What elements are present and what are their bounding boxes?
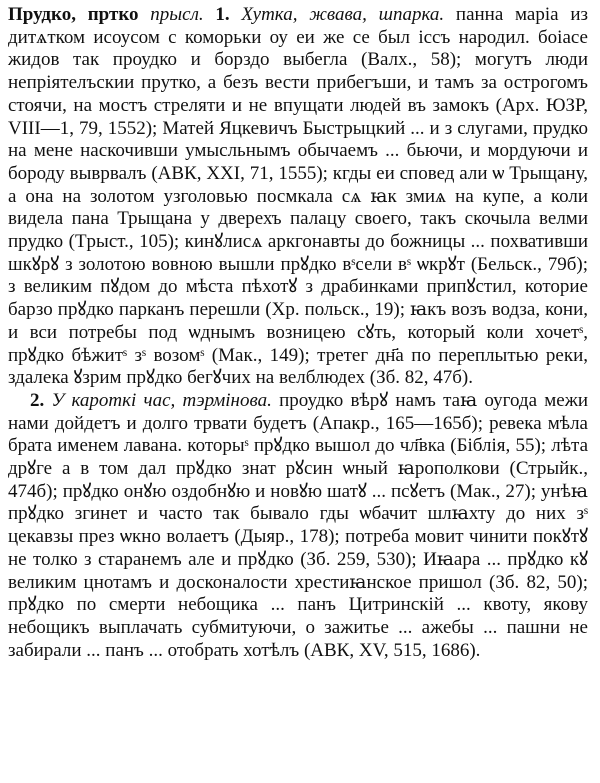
part-of-speech: прысл. (150, 4, 204, 25)
entry-sense-1 (8, 4, 588, 390)
headword: Прудко, пртко (8, 4, 139, 25)
sense-number-2: 2. (30, 389, 45, 411)
sense-number-1: 1. (215, 4, 230, 25)
citations-2: проудко вѣрꙋ намъ таꙗ оугода межи нами дойдетъ и долго трвати будетъ (Апакр., 165—165б); ревека мѣла брата именем лавана. которыˢ прꙋдко вышол до чл҃вка (Бiблiя, 55); лѣта дрꙋге а в том дал прꙋдко знат рꙋсин ѡный ꙗрополкови (Стрыйк., 474б); прꙋдко онꙋю оздобнꙋю и новꙋю шатꙋ ... псꙋетъ (Мак., 27); унѣꙗ прꙋдко згинет и часто так бывало гды ѡбачит шлꙗхту до них зˢ цекавзы през ѡкно волаетъ (Дыяр., 178); потреба мовит чинити покꙋтꙋ не толко з старанемъ але и прꙋдко (Зб. 259, 530); Иꙗара ... прꙋдко кꙋ великим цнотамъ и досконалости хрестиꙗнское пришол (Зб. 82, 50); прꙋдко по смерти небощика ... панъ Цитринскiй ... квоту, якову небощикъ выплачать субмитуючи, о зажитье ... ажебы ... пашни не забирали ... панъ ... отобрать хотѣлъ (АВК, XV, 515, 1686). (8, 389, 589, 661)
citations-1: панна марiа из дитѧтком исоусом с комoрьки оу еи же се был iссъ народил. боiасе жидов так проудко и борздо выбегла (Валх., 58); могутъ люди непрiятелъскии прутко, а безъ вести прибегъши, и тамъ за острогомъ стоячи, на мостъ стреляти и не впущати людей въ замокъ (Арх. ЮЗР, VIII—1, 79, 1552); Матей Яцкевичъ Быстрыцкий ... и з слугами, прудко на мене наскочивши умысльнымъ обычаемъ ... бьючи, и мордуючи и бороду выврвалъ (АВК, XXI, 71, 1555); кгды еи сповед али ѡ Трыщану, а она на золотом узголовью посмкалa сѧ ꙗк змиѧ на купе, а коли видела пана Трыщана у дверехъ палацу своего, такъ скочыла велми прудко (Тpыст., 105); кинꙋлисѧ аркгонавты до божницы ... похвативши шкꙋрꙋ з золотою вовною вышли прꙋдко вˢсели вˢ ѡкрꙋт (Бельск., 79б); з великим пꙋдом до мѣста пѣхотꙋ з драбинками припꙋстил, которие барзо прꙋдко парканъ перешли (Хр. польск., 19); ꙗкъ возъ водза, кони, и вси потребы под ѡднымъ возницею сꙋть, который коли хочетˢ, прꙋдко бѣжитˢ зˢ возомˢ (Мак., 149); третег дн҃а по переплытью реки, здалека ꙋзрим прꙋдко бегꙋчих на велблюдех (Зб. 82, 47б). (8, 4, 589, 389)
definition-2: У кароткі час, тэрмінова. (51, 389, 272, 411)
entry-sense-2 (8, 390, 588, 662)
definition-1: Хутка, жвава, шпарка. (241, 4, 445, 25)
